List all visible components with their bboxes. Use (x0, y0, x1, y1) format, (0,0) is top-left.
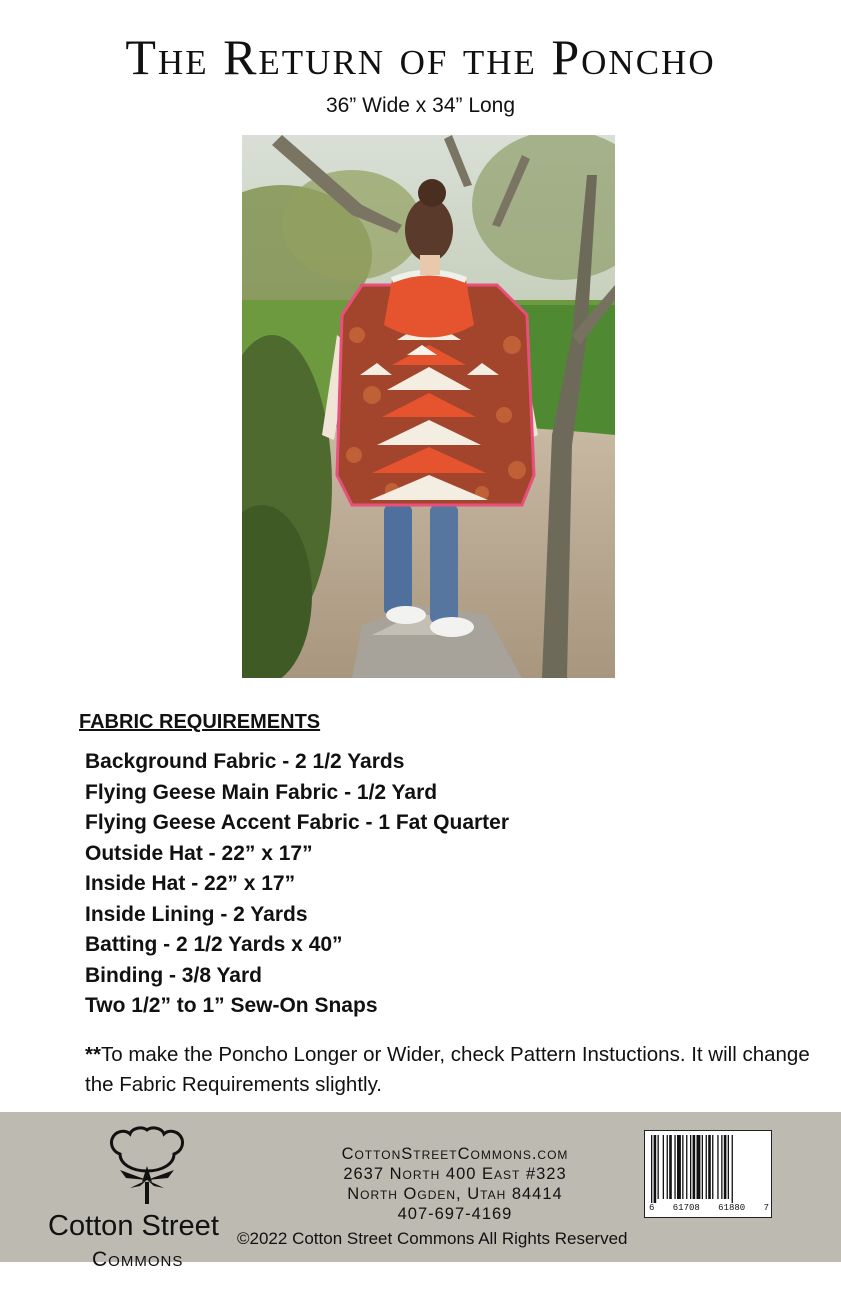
barcode-bar (667, 1135, 668, 1199)
barcode-bar (658, 1135, 659, 1199)
barcode-bar (702, 1135, 703, 1199)
size-subtitle: 36” Wide x 34” Long (325, 94, 516, 117)
footer (0, 1112, 841, 1271)
note-asterisks: ** (85, 1043, 101, 1066)
sizing-note (85, 1040, 815, 1100)
barcode-bars (651, 1135, 767, 1203)
barcode-digit-group: 61708 (672, 1203, 700, 1213)
list-item: Batting - 2 1/2 Yards x 40” (85, 933, 343, 956)
list-item: Inside Lining - 2 Yards (85, 902, 308, 926)
barcode-bar (663, 1135, 664, 1199)
barcode-bar (651, 1135, 652, 1203)
phone: 407-697-4169 (397, 1205, 513, 1223)
barcode-bar (693, 1135, 696, 1199)
poncho-photo (242, 135, 615, 678)
barcode-bar (728, 1135, 729, 1199)
list-item: Flying Geese Accent Fabric - 1 Fat Quarter (85, 811, 510, 834)
list-item: Inside Hat - 22” x 17” (85, 872, 296, 895)
list-item: Two 1/2” to 1” Sew-On Snaps (85, 994, 378, 1017)
barcode-bar (717, 1135, 718, 1199)
barcode-bar (724, 1135, 727, 1199)
barcode-bar (686, 1135, 687, 1199)
contact-block (305, 1144, 605, 1224)
company-logo (30, 1126, 270, 1271)
page-title: The Return of the Poncho (125, 29, 716, 85)
copyright: ©2022 Cotton Street Commons All Rights Reserved (237, 1229, 628, 1248)
logo-wordmark: Cotton Street (48, 1210, 219, 1242)
logo-commons: Commons (92, 1248, 184, 1271)
barcode-bar (677, 1135, 681, 1199)
barcode-bar (706, 1135, 707, 1199)
barcode-bar (732, 1135, 733, 1203)
barcode-bar (674, 1135, 675, 1199)
fabric-requirements-list (85, 747, 509, 1022)
list-item: Outside Hat - 22” x 17” (85, 841, 313, 865)
poncho-photo-illustration (242, 135, 615, 678)
barcode-bar (682, 1135, 683, 1199)
barcode-bar (669, 1135, 672, 1199)
barcode-digit-group: 6 (649, 1203, 655, 1213)
list-item: Background Fabric - 2 1/2 Yards (85, 750, 405, 773)
barcode-digit-group: 61880 (718, 1203, 746, 1213)
barcode-digit-group: 7 (763, 1203, 769, 1213)
barcode-bar (712, 1135, 713, 1199)
barcode-bar (654, 1135, 657, 1203)
barcode-bar (721, 1135, 722, 1199)
barcode (644, 1130, 772, 1218)
list-item: Binding - 3/8 Yard (85, 963, 262, 987)
barcode-bar (690, 1135, 691, 1199)
address-line-2: North Ogden, Utah 84414 (347, 1185, 563, 1203)
list-item: Flying Geese Main Fabric - 1/2 Yard (85, 780, 438, 804)
cotton-boll-icon (92, 1126, 202, 1206)
barcode-bar (708, 1135, 711, 1199)
fabric-requirements-heading: FABRIC REQUIREMENTS (79, 711, 321, 733)
website: CottonStreetCommons.com (341, 1145, 569, 1163)
address-line-1: 2637 North 400 East #323 (343, 1165, 567, 1183)
barcode-bar (697, 1135, 701, 1199)
barcode-digits (649, 1203, 769, 1213)
note-text: To make the Poncho Longer or Wider, check Pattern Instuctions. It will change the Fabric Requirements slightly. (85, 1043, 810, 1096)
